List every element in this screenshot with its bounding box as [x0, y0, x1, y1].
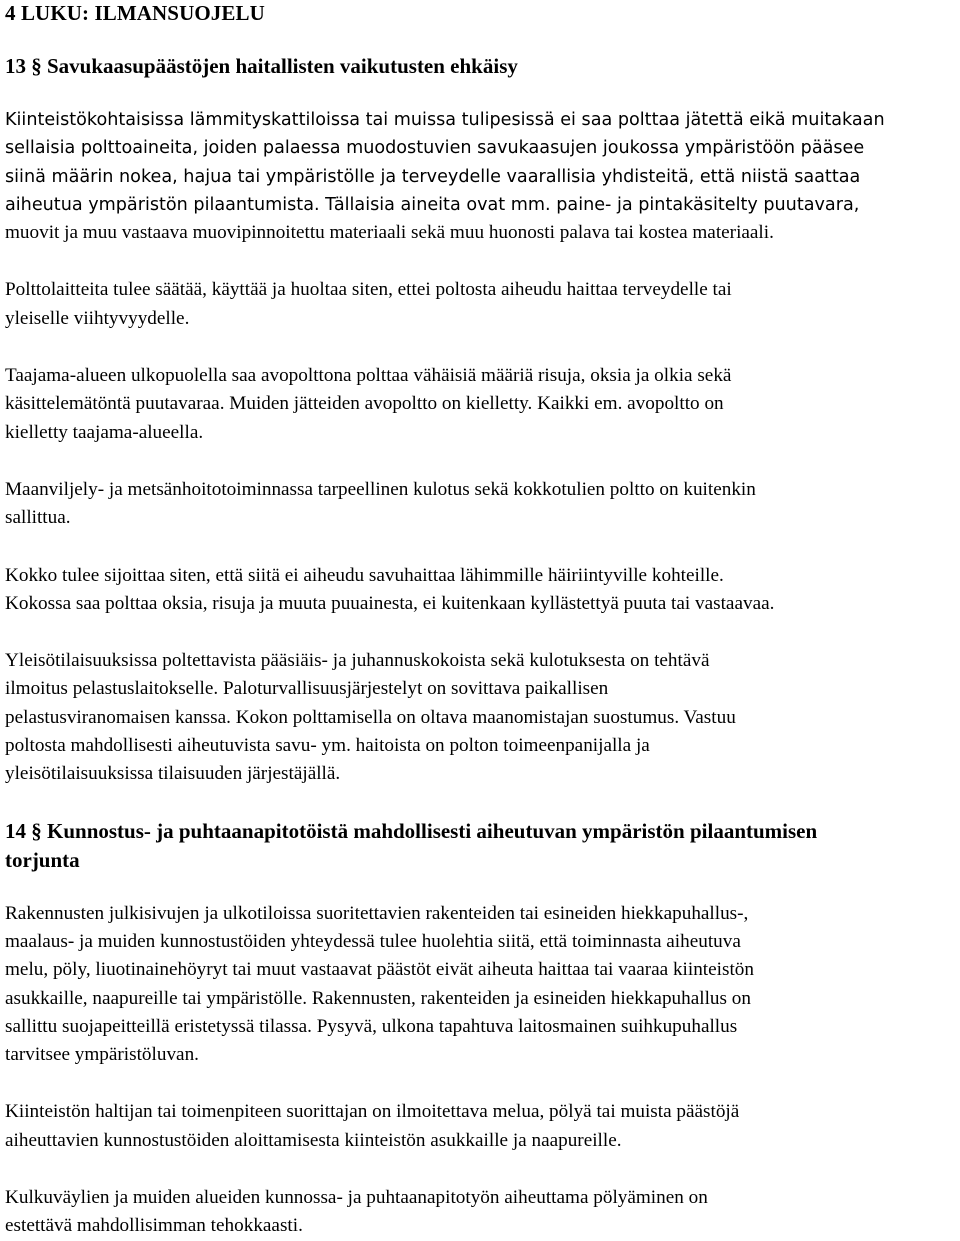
- paragraph-line: aiheuttavien kunnostustöiden aloittamisesta kiinteistön asukkaille ja naapureille.: [5, 1129, 622, 1151]
- paragraph-line: Polttolaitteita tulee säätää, käyttää ja huoltaa siten, ettei poltosta aiheudu haittaa terveydelle tai: [5, 279, 732, 301]
- paragraph-line: Yleisötilaisuuksissa poltettavista pääsiäis- ja juhannuskokoista sekä kulotuksesta on tehtävä: [5, 650, 710, 672]
- paragraph-line: Kiinteistön haltijan tai toimenpiteen suorittajan on ilmoitettava melua, pölyä tai muista päästöjä: [5, 1101, 740, 1123]
- section-13-paragraph-5: [5, 562, 954, 619]
- paragraph-line: estettävä mahdollisimman tehokkaasti.: [5, 1215, 303, 1237]
- paragraph-line: melu, pöly, liuotinainehöyryt tai muut vastaavat päästöt eivät aiheuta haittaa tai vaaraa kiinteistön: [5, 959, 754, 981]
- section-13-paragraph-2: [5, 276, 954, 333]
- section-13-heading: 13 § Savukaasupäästöjen haitallisten vaikutusten ehkäisy: [5, 54, 518, 78]
- paragraph-line: sallittua.: [5, 507, 71, 529]
- section-14-paragraph-1: [5, 900, 954, 1070]
- chapter-title: 4 LUKU: ILMANSUOJELU: [5, 1, 265, 25]
- section-14-paragraph-3: [5, 1184, 954, 1241]
- section-13-paragraph-1: [5, 106, 954, 247]
- paragraph-line: siinä määrin nokea, hajua tai ympäristölle ja terveydelle vaarallisia yhdisteitä, että niistä saattaa: [5, 166, 861, 187]
- section-14-heading-line-2: torjunta: [5, 848, 80, 873]
- paragraph-line: Taajama-alueen ulkopuolella saa avopolttona polttaa vähäisiä määriä risuja, oksia ja olkia sekä: [5, 365, 732, 387]
- paragraph-line: aiheutua ympäristön pilaantumista. Tällaisia aineita ovat mm. paine- ja pintakäsitelty puutavara,: [5, 194, 860, 215]
- paragraph-line: Kiinteistökohtaisissa lämmityskattiloissa tai muissa tulipesissä ei saa polttaa jätettä eikä muitakaan: [5, 110, 885, 130]
- paragraph-line: sallittu suojapeitteillä eristetyssä tilassa. Pysyvä, ulkona tapahtuva laitosmainen suihkupuhallus: [5, 1015, 738, 1037]
- paragraph-line: muovit ja muu vastaava muovipinnoitettu materiaali sekä muu huonosti palava tai kostea materiaali.: [5, 222, 774, 244]
- paragraph-line: yleisötilaisuuksissa tilaisuuden järjestäjällä.: [5, 763, 341, 785]
- paragraph-line: Maanviljely- ja metsänhoitotoiminnassa tarpeellinen kulotus sekä kokkotulien poltto on kuitenkin: [5, 478, 756, 500]
- section-14-heading-line-1: 14 § Kunnostus- ja puhtaanapitotöistä mahdollisesti aiheutuvan ympäristön pilaantumisen: [5, 818, 818, 843]
- section-14-heading: [5, 817, 954, 876]
- paragraph-line: asukkaille, naapureille tai ympäristölle. Rakennusten, rakenteiden ja esineiden hiekkapuhallus on: [5, 987, 751, 1009]
- paragraph-line: ilmoitus pelastuslaitokselle. Paloturvallisuusjärjestelyt on sovittava paikallisen: [5, 678, 609, 700]
- paragraph-line: tarvitsee ympäristöluvan.: [5, 1044, 199, 1066]
- section-14-paragraph-2: [5, 1098, 954, 1155]
- paragraph-line: käsittelemätöntä puutavaraa. Muiden jätteiden avopoltto on kielletty. Kaikki em. avopoltto on: [5, 393, 724, 415]
- section-13-paragraph-4: [5, 476, 954, 533]
- paragraph-line: yleiselle viihtyvyydelle.: [5, 307, 190, 329]
- section-13-paragraph-3: [5, 362, 954, 447]
- paragraph-line: sellaisia polttoaineita, joiden palaessa muodostuvien savukaasujen joukossa ympäristöön pääsee: [5, 138, 865, 159]
- paragraph-line: Kokossa saa polttaa oksia, risuja ja muuta puuainesta, ei kuitenkaan kyllästettyä puuta tai vastaavaa.: [5, 592, 775, 614]
- paragraph-line: Kulkuväylien ja muiden alueiden kunnossa- ja puhtaanapitotyön aiheuttama pölyäminen on: [5, 1187, 708, 1209]
- paragraph-line: maalaus- ja muiden kunnostustöiden yhteydessä tulee huolehtia siitä, että toiminnasta aiheutuva: [5, 930, 741, 952]
- paragraph-line: Kokko tulee sijoittaa siten, että siitä ei aiheudu savuhaittaa lähimmille häiriintyville kohteille.: [5, 564, 724, 586]
- paragraph-line: kielletty taajama-alueella.: [5, 421, 204, 443]
- paragraph-line: poltosta mahdollisesti aiheutuvista savu- ym. haitoista on polton toimeenpanijalla ja: [5, 735, 650, 757]
- section-13-paragraph-6: [5, 647, 954, 788]
- paragraph-line: Rakennusten julkisivujen ja ulkotiloissa suoritettavien rakenteiden tai esineiden hiekkapuhallus-,: [5, 902, 749, 924]
- paragraph-line: pelastusviranomaisen kanssa. Kokon polttamisella on oltava maanomistajan suostumus. Vastuu: [5, 706, 736, 728]
